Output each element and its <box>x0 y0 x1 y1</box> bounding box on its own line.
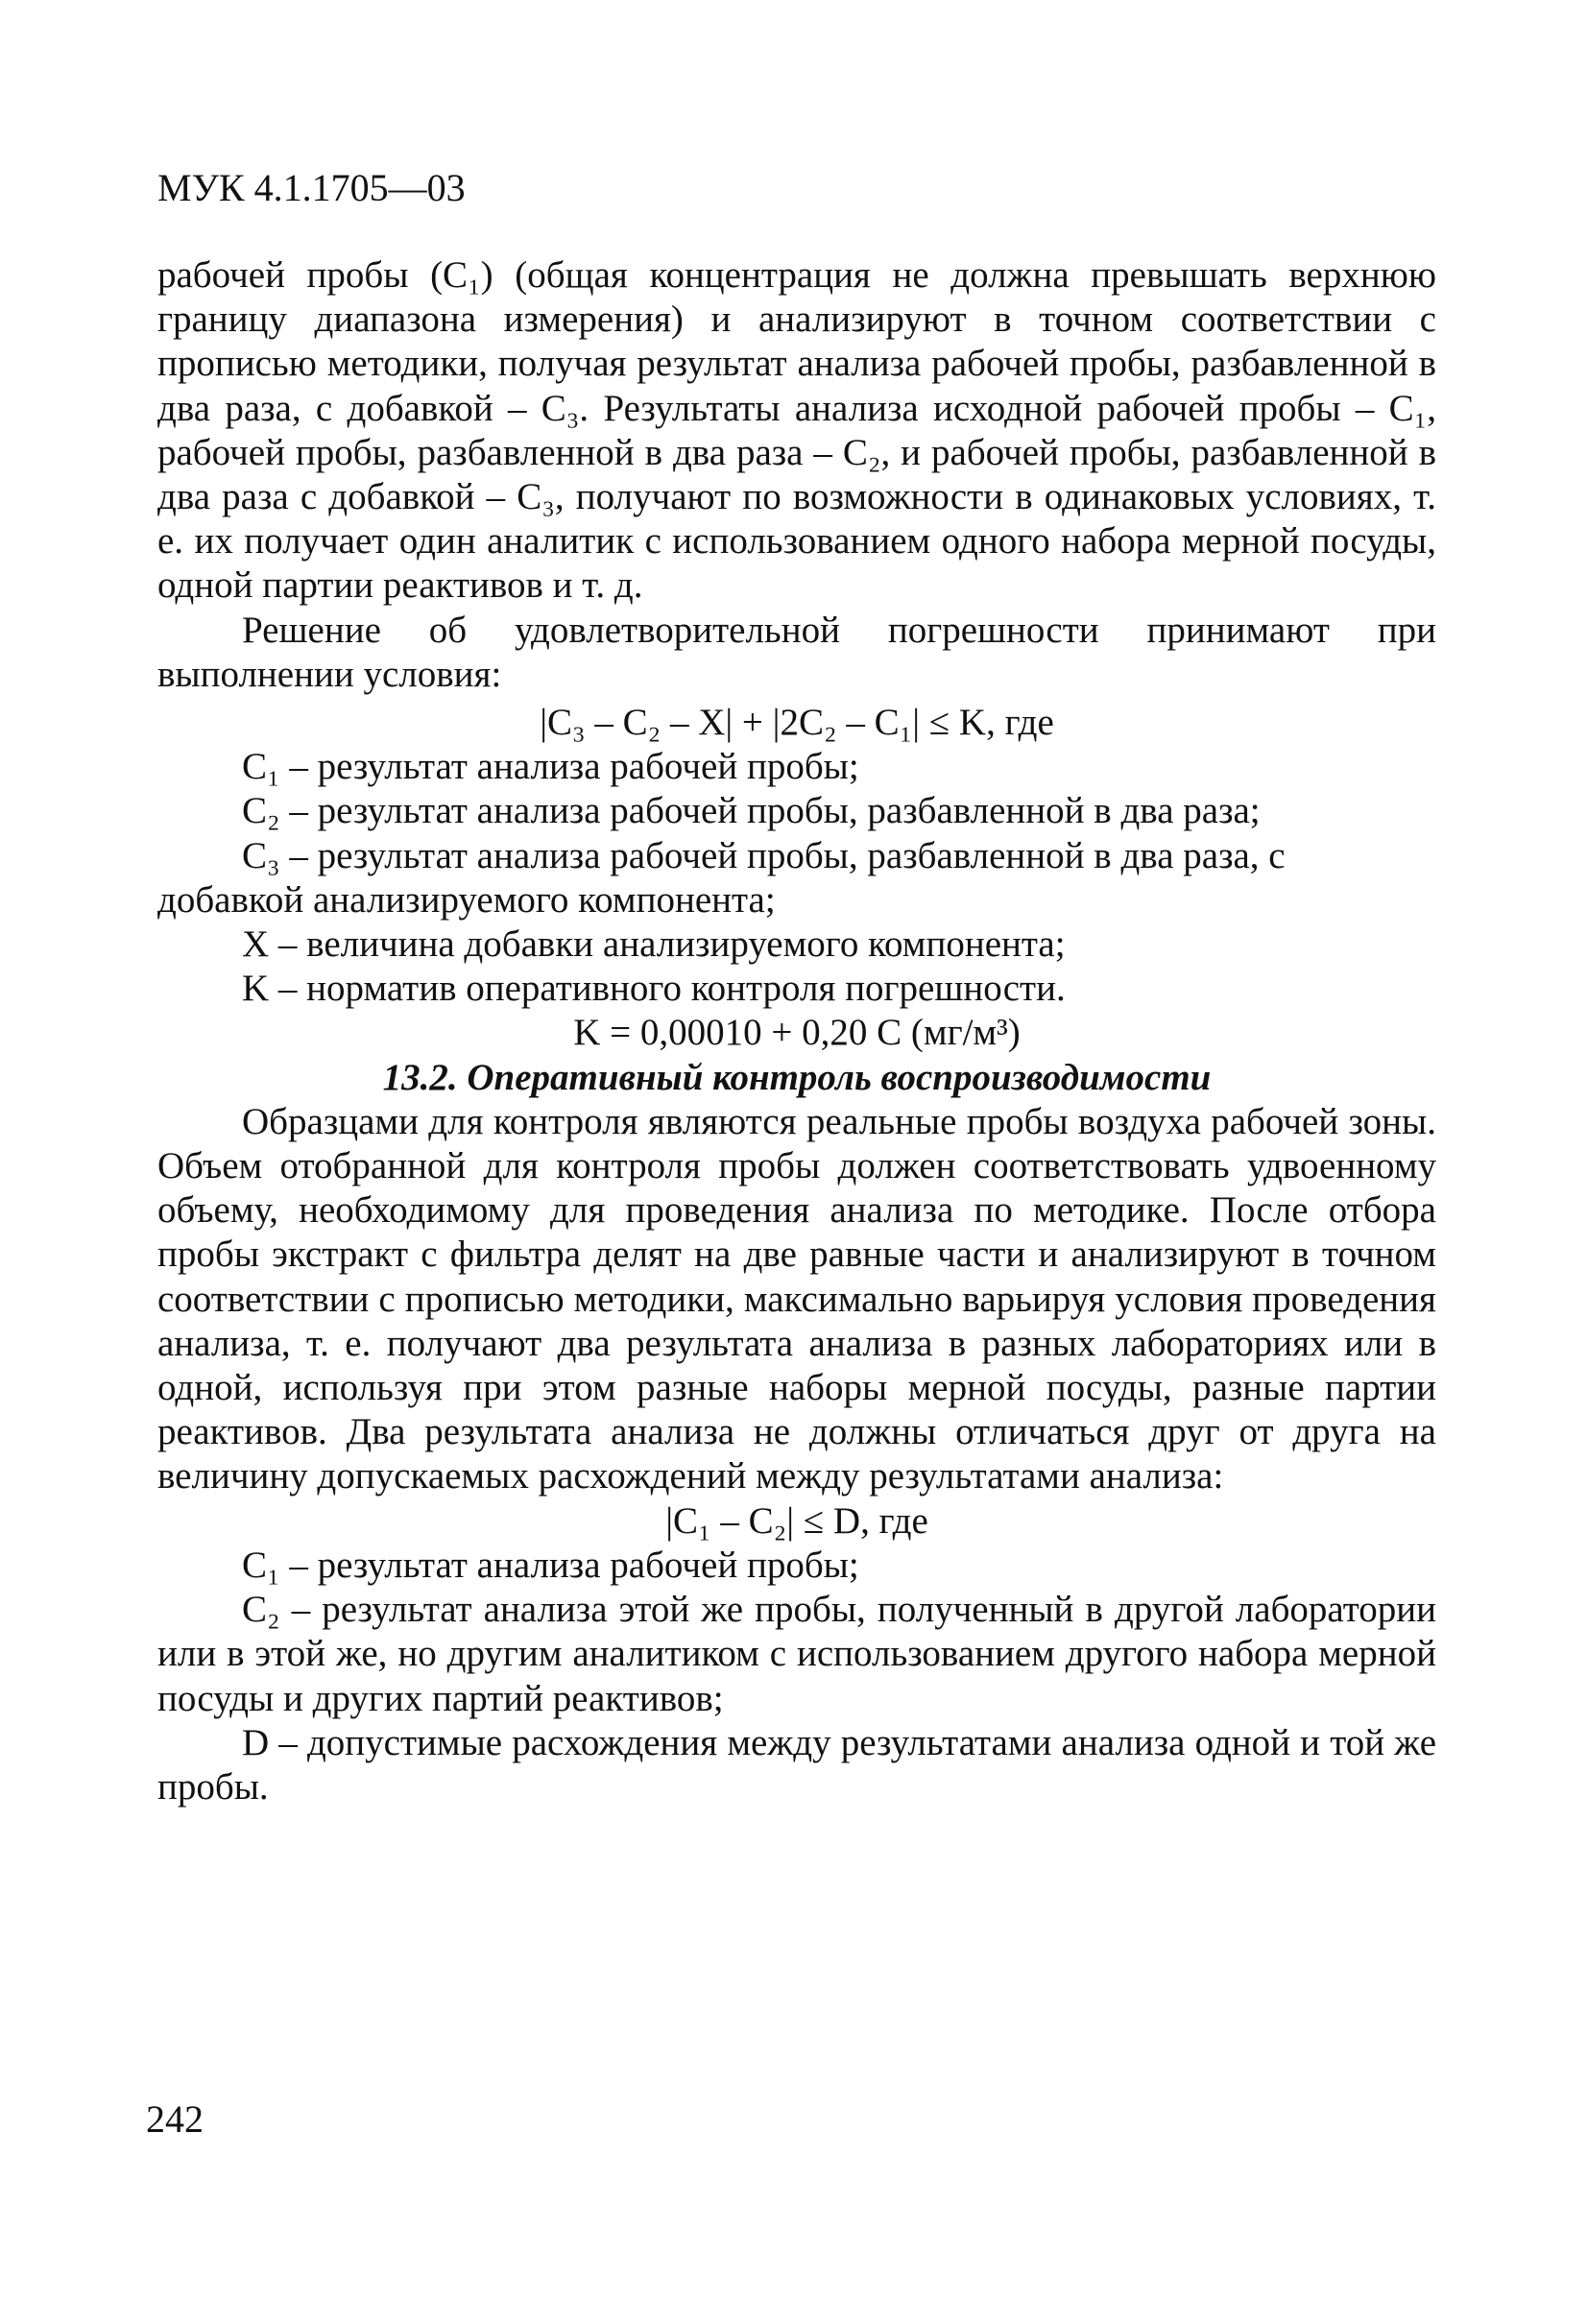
reproducibility-formula: |C₁ – C₂| ≤ D, где <box>665 1499 928 1542</box>
reproducibility-paragraph: Образцами для контроля являются реальные пробы воздуха рабочей зоны. Объем отобранной для контроля пробы должен соответствовать удвоенному объему, необходимому для проведения анализа по методике. После отбора пробы экстракт с фильтра делят на две равные части и анализируют в точном соответствии с прописью методики, максимально варьируя условия проведения анализа, т. е. получают два результата анализа в разных лабораториях или в одной, используя при этом разные наборы мерной посуды, разные партии реактивов. Два результата анализа не должны отличаться друг от друга на величину допускаемых расхождений между результатами анализа: <box>157 1100 1436 1497</box>
definition2-c1: C₁ – результат анализа рабочей пробы; <box>242 1544 859 1586</box>
definition-k: K – норматив оперативного контроля погрешности. <box>242 968 1066 1010</box>
norm-formula: K = 0,00010 + 0,20 C (мг/м³) <box>573 1012 1021 1054</box>
page-number: 242 <box>146 2097 204 2141</box>
definition2-d: D – допустимые расхождения между результатами анализа одной и той же пробы. <box>157 1721 1436 1808</box>
definition-c1: C₁ – результат анализа рабочей пробы; <box>242 746 859 788</box>
definition-c3-line1: C₃ – результат анализа рабочей пробы, разбавленной в два раза, с <box>242 834 1286 876</box>
body-text <box>157 253 1436 1809</box>
definition-x: X – величина добавки анализируемого компонента; <box>242 923 1066 966</box>
accuracy-formula: |C₃ – C₂ – X| + |2C₂ – C₁| ≤ K, где <box>540 702 1054 744</box>
document-code-header: МУК 4.1.1705—03 <box>157 166 466 209</box>
definition-c2: C₂ – результат анализа рабочей пробы, разбавленной в два раза; <box>242 790 1261 832</box>
intro-paragraph: рабочей пробы (C₁) (общая концентрация не должна превышать верхнюю границу диапазона измерения) и анализируют в точном соответствии с прописью методики, получая результат анализа рабочей пробы, разбавленной в два раза, с добавкой – C₃. Результаты анализа исходной рабочей пробы – C₁, рабочей пробы, разбавленной в два раза – C₂, и рабочей пробы, разбавленной в два раза с добавкой – C₃, получают по возможности в одинаковых условиях, т. е. их получает один аналитик с использованием одного набора мерной посуды, одной партии реактивов и т. д. <box>157 254 1436 607</box>
decision-paragraph: Решение об удовлетворительной погрешности принимают при выполнении условия: <box>157 609 1436 695</box>
section-heading: 13.2. Оперативный контроль воспроизводимости <box>382 1056 1212 1098</box>
definition-c3-line2: добавкой анализируемого компонента; <box>157 878 776 921</box>
definition2-c2: C₂ – результат анализа этой же пробы, полученный в другой лаборатории или в этой же, но другим аналитиком с использованием другого набора мерной посуды и других партий реактивов; <box>157 1589 1436 1719</box>
